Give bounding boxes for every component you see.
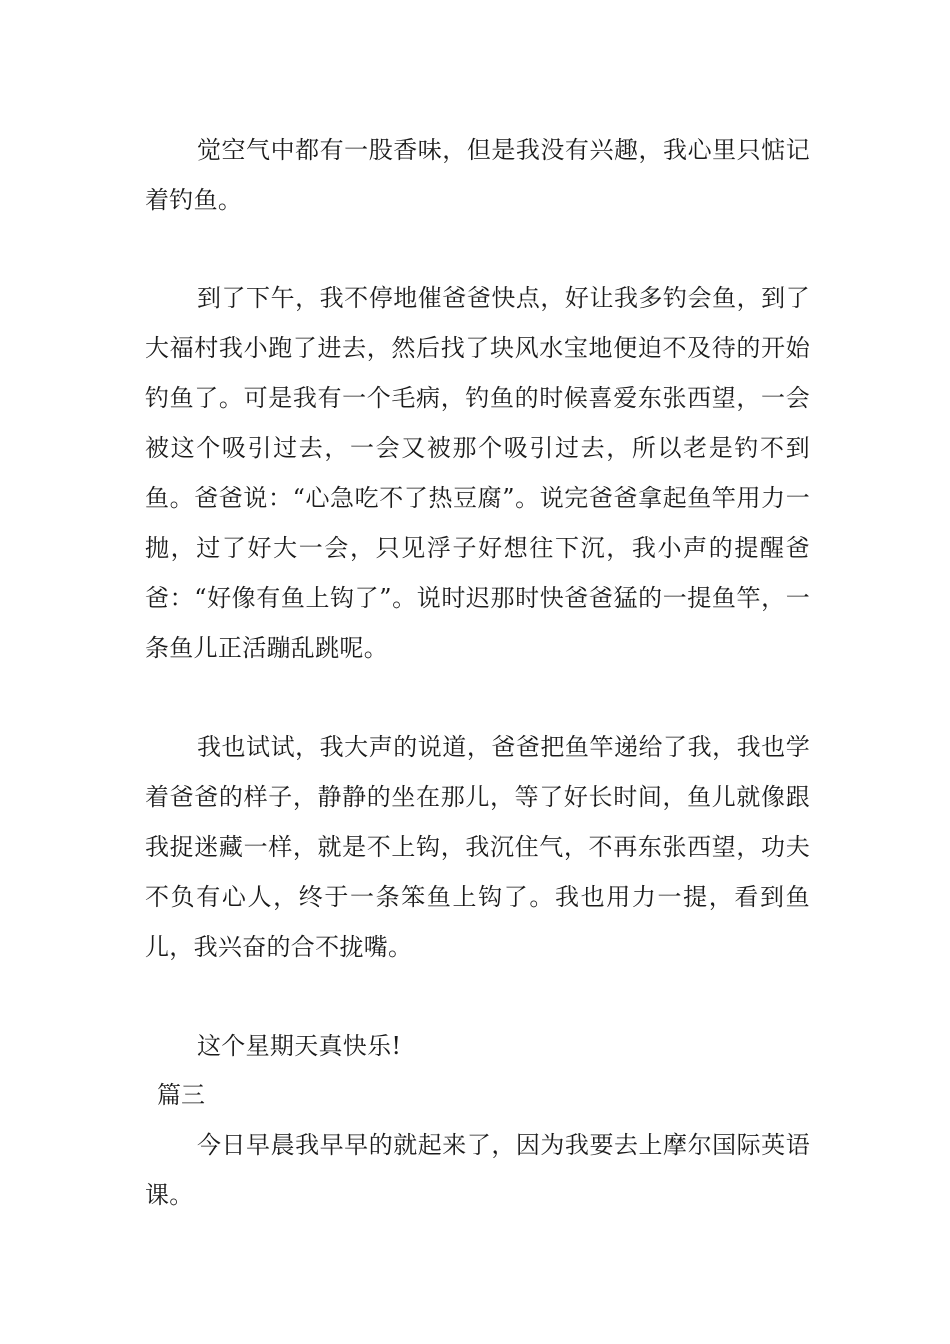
paragraph-5: 今日早晨我早早的就起来了，因为我要去上摩尔国际英语课。 (145, 1131, 810, 1209)
paragraph-2: 到了下午，我不停地催爸爸快点，好让我多钓会鱼，到了大福村我小跑了进去，然后找了块风水宝地便迫不及待的开始钓鱼了。可是我有一个毛病，钓鱼的时候喜爱东张西望，一会被这个吸引过去，一会又被那个吸引过去，所以老是钓不到鱼。爸爸说：“心急吃不了热豆腐”。说完爸爸拿起鱼竿用力一抛，过了好大一会，只见浮子好想往下沉，我小声的提醒爸爸：“好像有鱼上钩了”。说时迟那时快爸爸猛的一提鱼竿，一条鱼儿正活蹦乱跳呢。 (145, 284, 810, 662)
paragraph-1: 觉空气中都有一股香味，但是我没有兴趣，我心里只惦记着钓鱼。 (145, 136, 810, 214)
section-heading: 篇三 (157, 1081, 205, 1109)
paragraph-3: 我也试试，我大声的说道，爸爸把鱼竿递给了我，我也学着爸爸的样子，静静的坐在那儿，等了好长时间，鱼儿就像跟我捉迷藏一样，就是不上钩，我沉住气，不再东张西望，功夫不负有心人，终于一条笨鱼上钩了。我也用力一提，看到鱼儿，我兴奋的合不拢嘴。 (145, 733, 810, 961)
paragraph-4: 这个星期天真快乐! (197, 1032, 402, 1060)
